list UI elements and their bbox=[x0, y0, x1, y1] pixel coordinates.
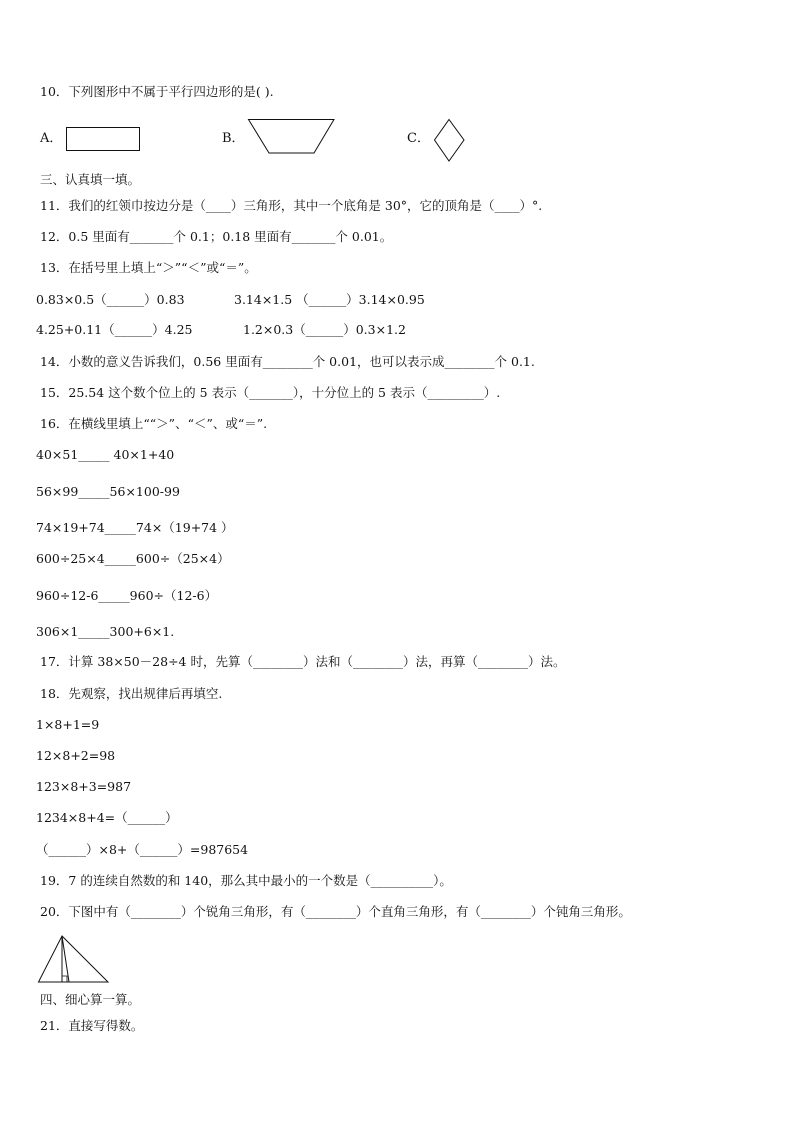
question-13-item: 0.83×0.5（______）0.83 bbox=[36, 292, 185, 307]
question-20: 20．下图中有（________）个锐角三角形，有（________）个直角三角形，有（________）个钝角三角形。 bbox=[40, 904, 631, 919]
question-17: 17．计算 38×50－28÷4 时，先算（________）法和（________）法，再算（________）法。 bbox=[40, 654, 566, 669]
question-11: 11．我们的红领巾按边分是（____）三角形，其中一个底角是 30°，它的顶角是（____）°. bbox=[40, 198, 543, 213]
question-15: 15．25.54 这个数个位上的 5 表示（_______），十分位上的 5 表示（_________）. bbox=[40, 385, 501, 400]
question-13-item: 1.2×0.3（______）0.3×1.2 bbox=[243, 322, 406, 337]
option-c-label: C． bbox=[407, 131, 430, 146]
question-13-item: 4.25+0.11（______）4.25 bbox=[36, 322, 193, 337]
question-18-item: 1×8+1=9 bbox=[36, 717, 100, 732]
option-b-label: B． bbox=[222, 131, 245, 146]
option-a-label: A． bbox=[40, 131, 63, 146]
question-16-stem: 16．在横线里填上““＞”、“＜”、或“＝”. bbox=[40, 416, 268, 431]
question-10-stem: 10．下列图形中不属于平行四边形的是( ). bbox=[40, 84, 274, 99]
question-18-item: 1234×8+4=（______） bbox=[36, 810, 178, 825]
question-18-item: （______）×8+（______）=987654 bbox=[36, 842, 249, 857]
question-18-stem: 18．先观察，找出规律后再填空. bbox=[40, 686, 223, 701]
question-12: 12．0.5 里面有_______个 0.1；0.18 里面有_______个 0.01。 bbox=[40, 229, 393, 244]
section-3-heading: 三、认真填一填。 bbox=[40, 172, 141, 187]
question-13-stem: 13．在括号里上填上“＞”“＜”或“＝”。 bbox=[40, 260, 257, 275]
question-13-item: 3.14×1.5 （______）3.14×0.95 bbox=[234, 292, 425, 307]
question-16-item: 600÷25×4_____600÷（25×4） bbox=[36, 551, 230, 566]
question-21: 21．直接写得数。 bbox=[40, 1018, 144, 1033]
section-4-heading: 四、细心算一算。 bbox=[40, 992, 141, 1007]
question-14: 14．小数的意义告诉我们，0.56 里面有________个 0.01，也可以表示成________个 0.1. bbox=[40, 354, 535, 369]
question-19: 19．7 的连续自然数的和 140，那么其中最小的一个数是（__________）。 bbox=[40, 873, 452, 888]
rhombus-shape bbox=[434, 119, 466, 163]
question-18-item: 123×8+3=987 bbox=[36, 779, 132, 794]
question-16-item: 56×99_____56×100-99 bbox=[36, 484, 180, 499]
rectangle-shape bbox=[66, 127, 141, 152]
question-16-item: 960÷12-6_____960÷（12-6） bbox=[36, 588, 218, 603]
question-16-item: 74×19+74_____74×（19+74 ） bbox=[36, 520, 234, 535]
triangle-figure bbox=[38, 935, 110, 985]
question-16-item: 306×1_____300+6×1. bbox=[36, 624, 175, 639]
question-18-item: 12×8+2=98 bbox=[36, 748, 116, 763]
trapezoid-shape bbox=[248, 119, 336, 155]
question-16-item: 40×51_____ 40×1+40 bbox=[36, 447, 175, 462]
